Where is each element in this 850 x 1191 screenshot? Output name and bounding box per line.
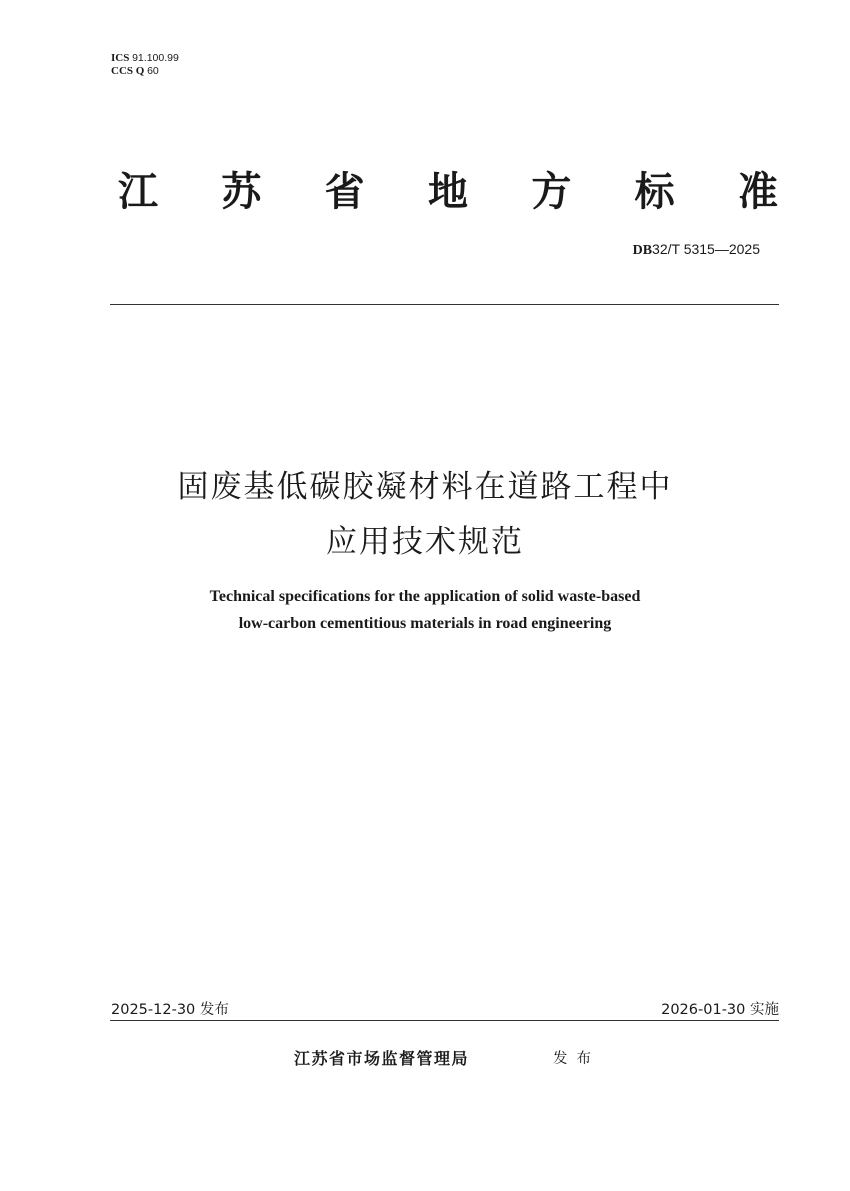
- ccs-label: CCS: [111, 65, 134, 77]
- title-cn-line1: 固废基低碳胶凝材料在道路工程中: [177, 469, 673, 505]
- heading-char: 方: [531, 169, 572, 215]
- ics-label: ICS: [111, 52, 130, 64]
- standard-number: [633, 241, 760, 259]
- ics-value: 91.100.99: [132, 52, 179, 64]
- title-en-line2: low-carbon cementitious materials in road engineering: [238, 615, 612, 632]
- bottom-divider: [110, 1020, 779, 1021]
- standard-type-heading: [118, 163, 778, 221]
- standard-number-prefix: DB: [632, 243, 653, 258]
- heading-char: 苏: [221, 169, 262, 215]
- ccs-value: 60: [147, 65, 159, 77]
- ics-code: [111, 52, 179, 65]
- standard-number-value: 32/T 5315—2025: [652, 241, 760, 257]
- heading-char: 省: [324, 169, 365, 215]
- title-cn-line2: 应用技术规范: [326, 524, 524, 560]
- heading-char: 地: [427, 169, 468, 215]
- top-divider: [110, 304, 779, 305]
- classification-codes: [111, 52, 179, 78]
- publish-date: 2025-12-30 发布: [111, 1002, 229, 1018]
- issue-action: 发布: [553, 1051, 600, 1067]
- heading-char: 江: [118, 169, 158, 215]
- heading-char: 标: [634, 169, 675, 215]
- title-en-line1: Technical specifications for the application of solid waste-based: [209, 588, 641, 605]
- heading-char: 准: [737, 169, 778, 215]
- ccs-letter: Q: [135, 65, 145, 77]
- issuing-authority: 江苏省市场监督管理局: [294, 1049, 470, 1068]
- implement-date: 2026-01-30 实施: [661, 1002, 779, 1018]
- ccs-code: [111, 65, 179, 78]
